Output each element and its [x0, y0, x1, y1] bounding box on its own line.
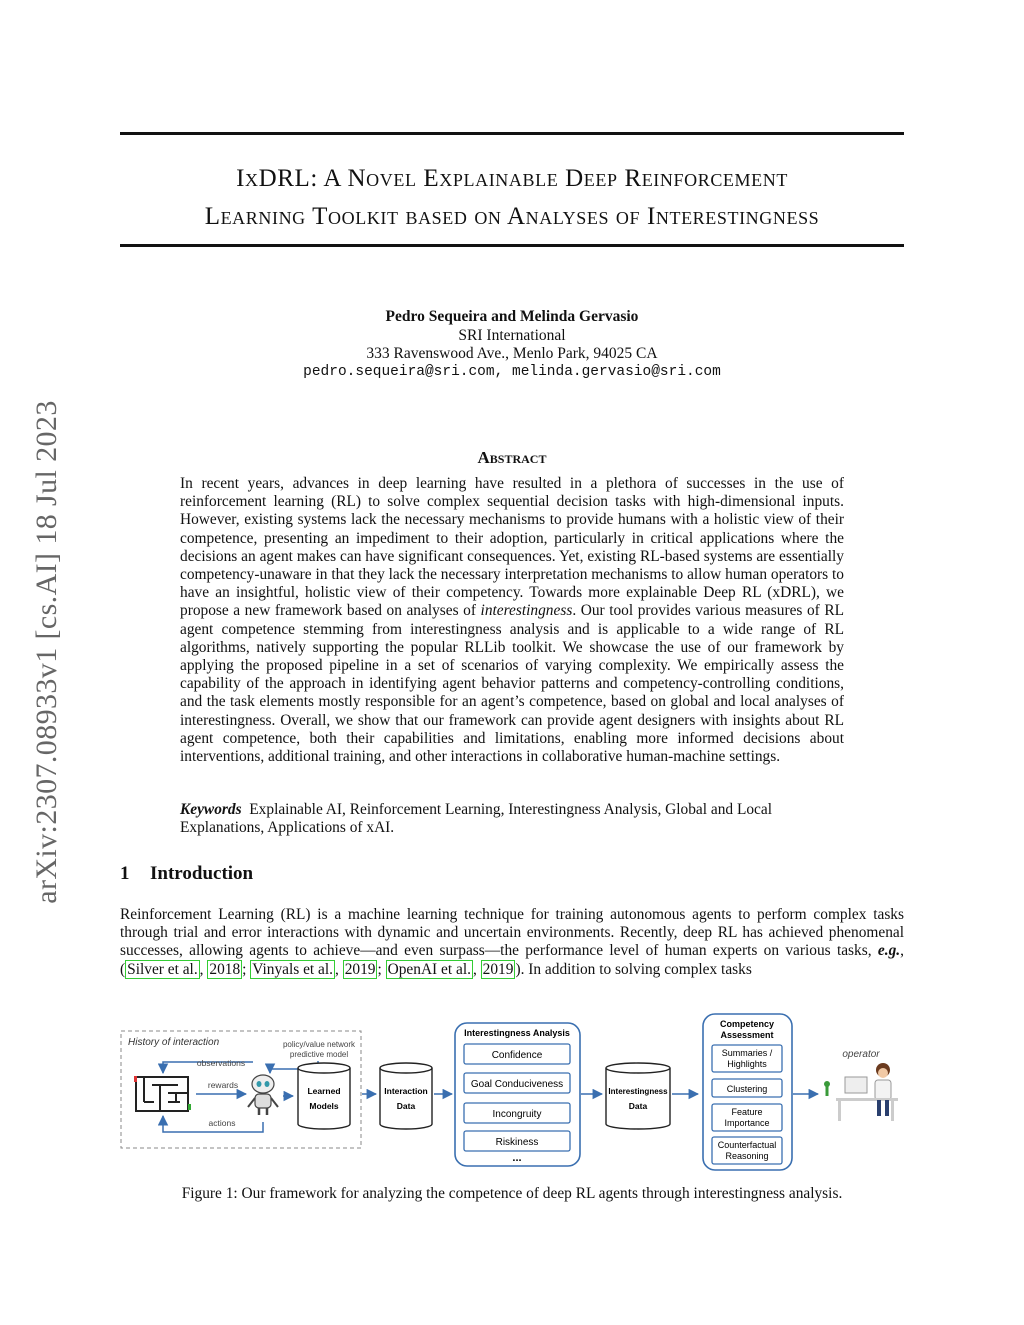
svg-text:Feature: Feature [731, 1107, 763, 1117]
ia-ellipsis: ... [512, 1152, 522, 1164]
svg-text:Counterfactual: Counterfactual [717, 1140, 777, 1150]
citation-silver-link[interactable]: Silver et al. [127, 960, 198, 978]
figure-caption: Figure 1: Our framework for analyzing the competence of deep RL agents through interestingness analysis. [181, 1185, 843, 1202]
robot-agent-icon [248, 1075, 278, 1115]
ca-item-feature-importance [712, 1104, 782, 1131]
svg-text:Goal Conduciveness: Goal Conduciveness [470, 1079, 564, 1090]
ia-item-incongruity [464, 1103, 570, 1123]
learned-models-label-1: Learned [307, 1086, 341, 1096]
interestingness-analysis-title: Interestingness Analysis [464, 1028, 570, 1038]
citation-vinyals-year-link[interactable]: 2019 [344, 960, 376, 978]
interaction-data-label-2: Data [396, 1101, 416, 1111]
competency-assessment-title-2: Assessment [720, 1030, 774, 1040]
learned-models-db [298, 1063, 350, 1129]
maze-goal-icon [188, 1104, 191, 1110]
ca-item-summaries [712, 1045, 782, 1072]
ca-item-clustering [712, 1079, 782, 1097]
ia-item-goal-conduciveness [464, 1073, 570, 1093]
learned-models-label-2: Models [309, 1101, 339, 1111]
keywords [180, 801, 844, 837]
section-title: Introduction [150, 863, 254, 884]
abstract-heading: Abstract [477, 448, 547, 467]
title-top-rule [120, 132, 904, 135]
section-number: 1 [120, 863, 130, 884]
arxiv-stamp: arXiv:2307.08933v1 [cs.AI] 18 Jul 2023 [30, 400, 63, 904]
operator-icon [824, 1063, 898, 1121]
keywords-label: Keywords [180, 801, 242, 818]
title-line-1: IxDRL: A Novel Explainable Deep Reinforcement [236, 165, 788, 192]
citation-silver-year-link[interactable]: 2018 [209, 960, 241, 978]
framework-figure [118, 1010, 908, 1175]
interestingness-data-label-2: Data [628, 1101, 648, 1111]
author-affiliation: SRI International [458, 327, 566, 344]
author-emails: pedro.sequeira@sri.com, melinda.gervasio@sri.com [303, 364, 721, 380]
actions-label: actions [208, 1118, 236, 1128]
interaction-data-db [380, 1063, 432, 1129]
title-bottom-rule [120, 244, 904, 247]
author-names: Pedro Sequeira and Melinda Gervasio [385, 308, 639, 325]
ca-item-counterfactual-reasoning [712, 1137, 782, 1164]
citation-vinyals-link[interactable]: Vinyals et al. [252, 960, 333, 978]
ia-item-riskiness [464, 1131, 570, 1151]
section-heading [120, 863, 253, 885]
interestingness-data-label-1: Interestingness [608, 1087, 668, 1096]
maze-start-icon [134, 1076, 137, 1082]
interaction-data-label-1: Interaction [384, 1086, 428, 1096]
svg-text:Riskiness: Riskiness [495, 1137, 539, 1148]
paper-title [120, 160, 904, 236]
citation-openai-link[interactable]: OpenAI et al. [387, 960, 471, 978]
intro-paragraph: Reinforcement Learning (RL) is a machine learning technique for training autonomous agents to perform complex tasks through trial and error interactions with dynamic and uncertain environments. Recently, deep RL has achieved phenomenal successes, allowing agents to achieve—and even surpass—the performance level of human experts on various tasks, e.g., ( Silver et al. , 2018 ; Vinyals et al. , 2019 ; OpenAI et al. , 2019 ). In addition to solving complex tasks [120, 906, 904, 978]
ia-item-confidence [464, 1044, 570, 1064]
citation-openai-year-link[interactable]: 2019 [482, 960, 514, 978]
policy-label-1: policy/value network [282, 1040, 356, 1049]
keywords-text: Explainable AI, Reinforcement Learning, Interestingness Analysis, Global and Local Explanations, Applications of xAI. [180, 801, 772, 837]
history-label: History of interaction [128, 1037, 220, 1048]
title-line-2: Learning Toolkit based on Analyses of Interestingness [204, 203, 820, 230]
operator-label: operator [842, 1049, 880, 1060]
svg-text:Summaries /: Summaries / [721, 1048, 773, 1058]
author-address: 333 Ravenswood Ave., Menlo Park, 94025 CA [366, 345, 658, 362]
maze-icon [136, 1077, 188, 1111]
competency-assessment-title-1: Competency [719, 1019, 775, 1029]
policy-label-2: predictive model [289, 1050, 349, 1059]
abstract-emphasis: interestingness [480, 602, 573, 620]
svg-text:Importance: Importance [724, 1118, 770, 1128]
abstract-text: In recent years, advances in deep learning have resulted in a plethora of successes in the use of reinforcement learning (RL) to solve complex sequential decision tasks with high-dimensional inputs. However, existing systems lack the necessary mechanisms to provide humans with a holistic view of their competence, presenting an impediment to their adoption, particularly in critical applications where the decisions an agent makes can have significant consequences. Yet, existing RL-based systems are essentially competency-unaware in that they lack the necessary interpretation mechanisms to allow human operators to have an insightful, holistic view of their competency. Towards more explainable Deep RL (xDRL), we propose a new framework based on analyses of interestingness. Our tool provides various measures of RL agent competence stemming from interestingness analysis and is applicable to a wide range of RL algorithms, natively supporting the popular RLLib toolkit. We showcase the use of our framework by applying the proposed pipeline in a set of scenarios of varying complexity. We empirically assess the capability of the approach in identifying agent behavior patterns and competency-controlling conditions, and the task elements mostly responsible for an agent’s competence, based on global and local analyses of interestingness. Overall, we show that our framework can provide agent designers with insights about RL agent competence, both their capabilities and limitations, enabling more informed decisions about interventions, additional training, and other interactions in collaborative human-machine settings. [180, 475, 844, 766]
svg-text:Highlights: Highlights [727, 1059, 767, 1069]
eg-abbrev: e.g. [877, 942, 901, 960]
rewards-label: rewards [207, 1080, 239, 1090]
svg-text:Incongruity: Incongruity [492, 1109, 542, 1120]
observations-label: observations [196, 1058, 246, 1068]
interestingness-data-db [606, 1063, 670, 1129]
svg-text:Confidence: Confidence [491, 1050, 543, 1061]
svg-text:Reasoning: Reasoning [725, 1151, 769, 1161]
svg-text:Clustering: Clustering [726, 1084, 768, 1094]
